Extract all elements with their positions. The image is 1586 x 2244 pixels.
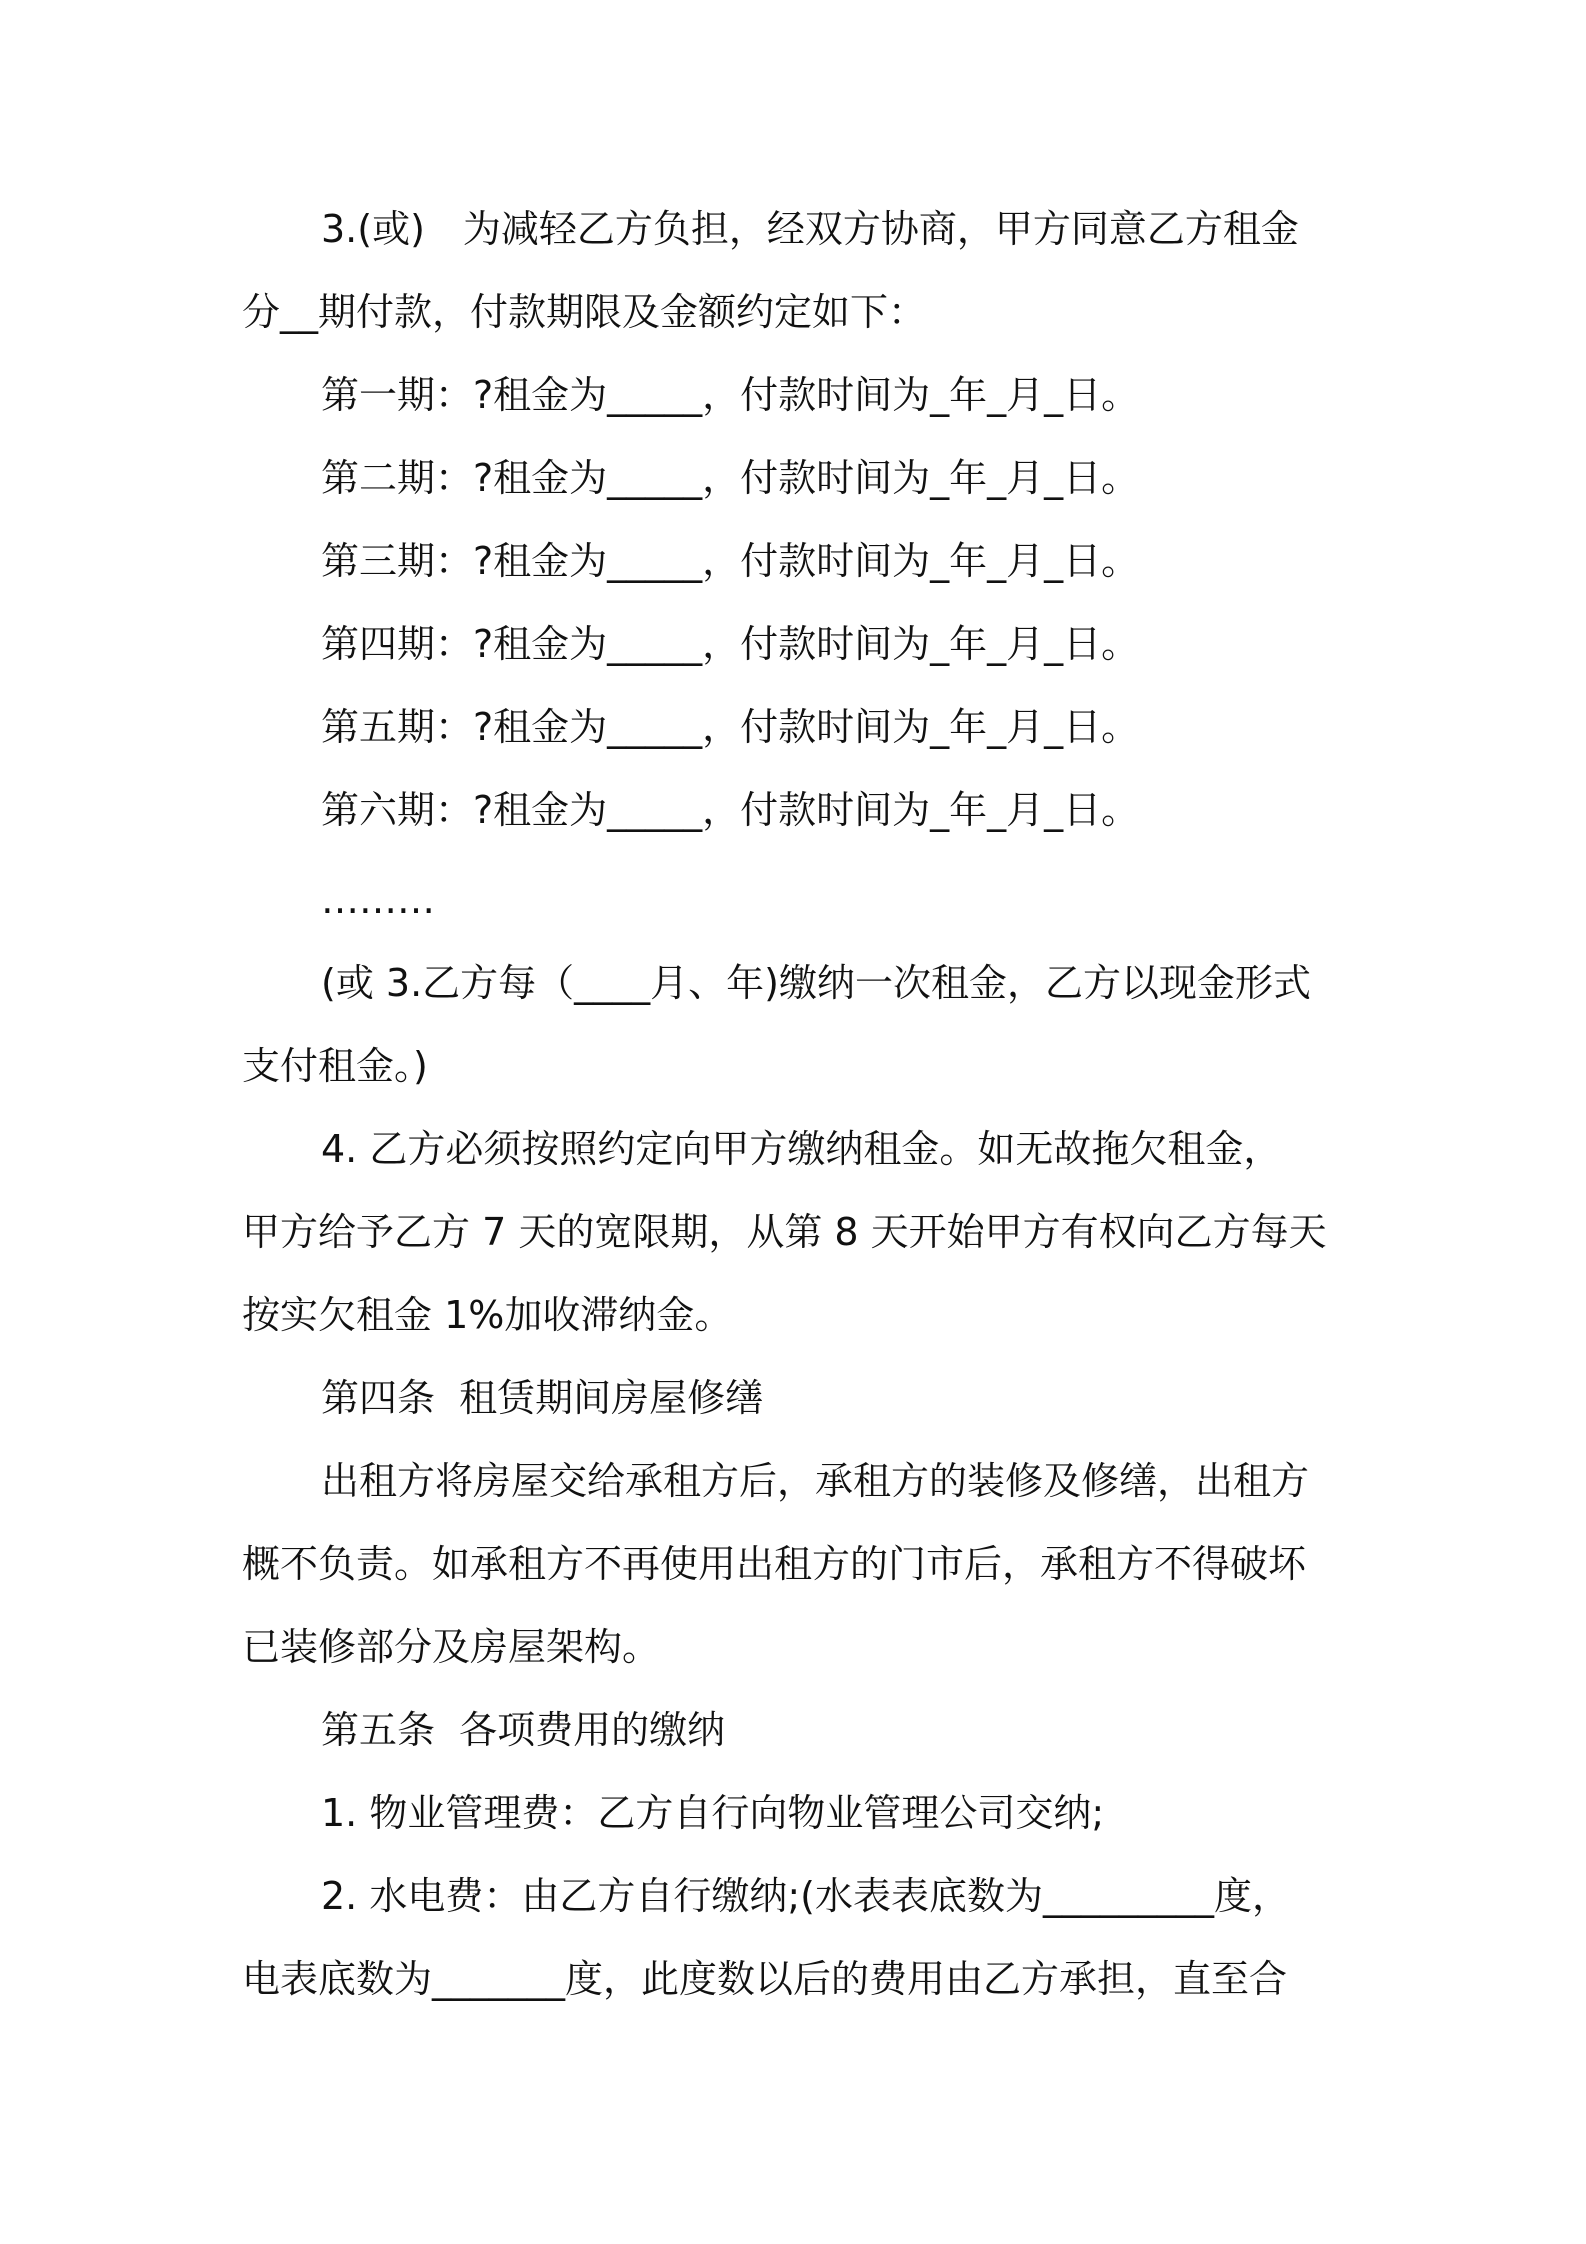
ellipsis: ……… — [321, 878, 435, 922]
installment-4: 第四期：?租金为_____，付款时间为_年_月_日。 — [321, 622, 1140, 666]
fee-item-2-cont: 电表底数为_______度，此度数以后的费用由乙方承担，直至合 — [242, 1957, 1288, 2001]
clause-4: 4. 乙方必须按照约定向甲方缴纳租金。如无故拖欠租金， — [321, 1127, 1282, 1171]
fee-item-1: 1. 物业管理费：乙方自行向物业管理公司交纳; — [321, 1791, 1105, 1835]
alternative-clause-cont: 支付租金。) — [242, 1044, 428, 1088]
clause-4-cont-2: 按实欠租金 1%加收滞纳金。 — [242, 1293, 733, 1337]
installment-2: 第二期：?租金为_____，付款时间为_年_月_日。 — [321, 456, 1140, 500]
installment-1: 第一期：?租金为_____，付款时间为_年_月_日。 — [321, 373, 1140, 417]
fee-item-2: 2. 水电费：由乙方自行缴纳;(水表表底数为_________度， — [321, 1874, 1290, 1918]
article-5-heading: 第五条 各项费用的缴纳 — [321, 1708, 726, 1752]
article-4-heading: 第四条 租赁期间房屋修缮 — [321, 1376, 764, 1420]
alternative-clause: (或 3.乙方每（____月、年)缴纳一次租金，乙方以现金形式 — [321, 961, 1311, 1005]
payment-installment-intro: 3.(或) 为减轻乙方负担，经双方协商，甲方同意乙方租金 — [321, 207, 1299, 251]
clause-4-cont-1: 甲方给予乙方 7 天的宽限期，从第 8 天开始甲方有权向乙方每天 — [242, 1210, 1327, 1254]
installment-5: 第五期：?租金为_____，付款时间为_年_月_日。 — [321, 705, 1140, 749]
payment-installment-intro-cont: 分__期付款，付款期限及金额约定如下： — [242, 290, 927, 334]
article-4-body-cont-1: 概不负责。如承租方不再使用出租方的门市后，承租方不得破坏 — [242, 1542, 1307, 1586]
installment-6: 第六期：?租金为_____，付款时间为_年_月_日。 — [321, 788, 1140, 832]
article-4-body-cont-2: 已装修部分及房屋架构。 — [242, 1625, 661, 1669]
installment-3: 第三期：?租金为_____，付款时间为_年_月_日。 — [321, 539, 1140, 583]
article-4-body: 出租方将房屋交给承租方后，承租方的装修及修缮，出租方 — [321, 1459, 1310, 1503]
